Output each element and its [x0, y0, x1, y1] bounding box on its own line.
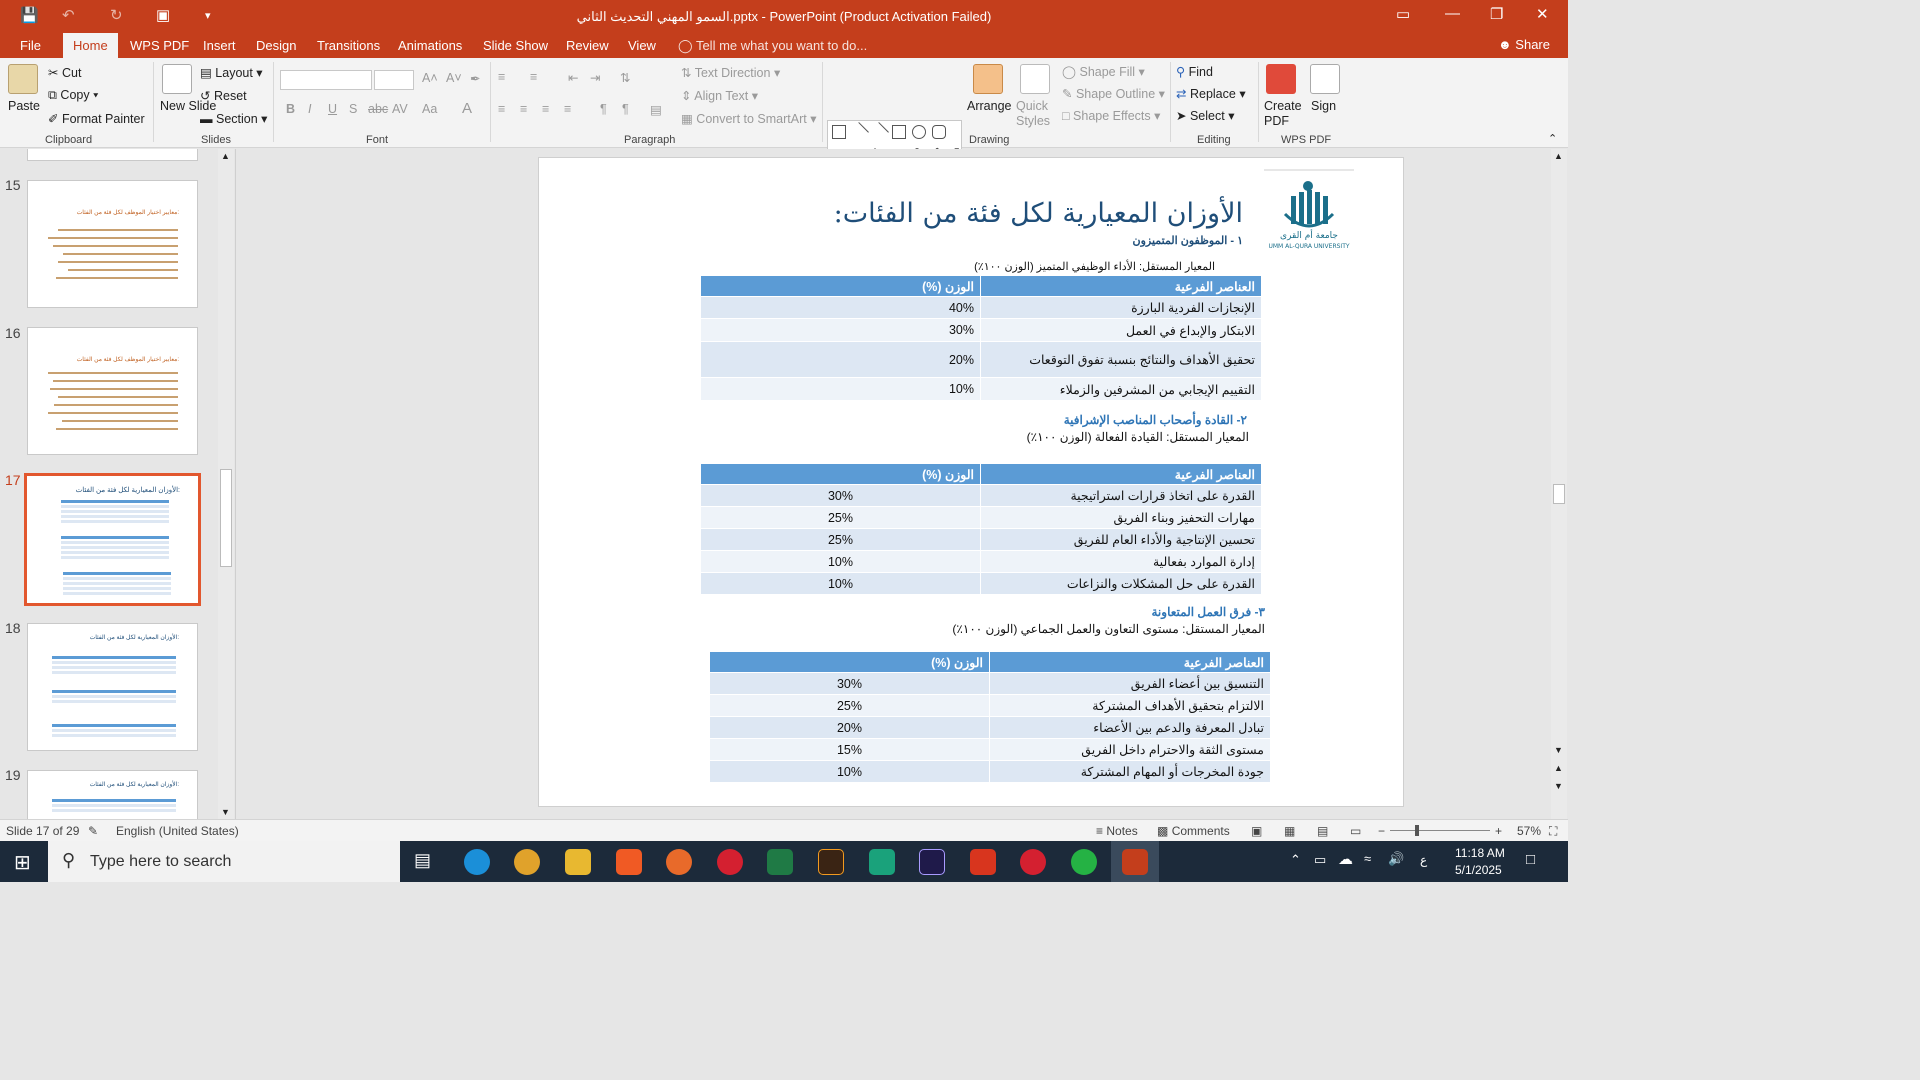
thumbnail-table-row [63, 582, 171, 585]
align-text-icon: ⇕ [681, 89, 692, 103]
numbering-icon[interactable]: ≡ [530, 70, 538, 84]
table-cell: القدرة على حل المشكلات والنزاعات [981, 573, 1262, 595]
tell-me-search[interactable]: ◯ Tell me what you want to do... [678, 38, 868, 53]
thumbnail-table-row [61, 556, 169, 559]
thumbnail-text-line [53, 380, 178, 382]
thumbnail-text-line [58, 261, 178, 263]
slide-thumbnail-19[interactable] [27, 770, 198, 819]
section-button[interactable]: ▬ Section ▾ [200, 112, 268, 126]
section3-table[interactable] [709, 651, 1271, 783]
copy-icon: ⧉ [48, 88, 57, 102]
font-color-icon[interactable]: A [462, 100, 473, 117]
thumbnail-table-row [52, 695, 176, 698]
bold-icon[interactable]: B [286, 102, 296, 116]
separator [153, 62, 154, 142]
rectangle-shape-icon[interactable] [892, 125, 906, 139]
thumbnail-table-header [52, 690, 176, 693]
zoom-out-icon[interactable]: − [1378, 824, 1386, 838]
thumbnail-table-row [63, 577, 171, 580]
table-cell: مهارات التحفيز وبناء الفريق [981, 507, 1262, 529]
battery-icon[interactable]: ▭ [1314, 852, 1327, 867]
scroll-down-icon[interactable]: ▼ [221, 807, 230, 817]
group-label-slides: Slides [201, 134, 231, 146]
table-cell: جودة المخرجات أو المهام المشتركة [990, 761, 1271, 783]
task-view-icon[interactable]: ▤ [414, 850, 432, 870]
save-icon[interactable]: 💾 [20, 7, 39, 24]
taskbar-search[interactable] [48, 841, 400, 882]
line-shape-icon[interactable] [849, 122, 869, 142]
thumbnail-text-line [58, 229, 178, 231]
thumbnail-text-line [63, 253, 178, 255]
table-header: العناصر الفرعية [981, 276, 1262, 297]
select-button[interactable]: ➤ Select ▾ [1176, 109, 1235, 123]
table-cell: 10% [710, 761, 990, 783]
thumbnail-text-line [48, 412, 178, 414]
brave-icon[interactable] [616, 849, 642, 875]
windows-start-icon[interactable]: ⊞ [14, 852, 31, 874]
thumbnail-table-row [52, 661, 176, 664]
text-direction-icon: ⇅ [681, 66, 692, 80]
smartart-icon: ▦ [681, 112, 693, 126]
title-bar [0, 0, 1568, 33]
section1-heading[interactable]: ١ - الموظفون المتميزون [1132, 235, 1243, 247]
quick-styles-icon[interactable] [1020, 64, 1050, 94]
table-cell: التنسيق بين أعضاء الفريق [990, 673, 1271, 695]
tab-home[interactable]: Home [63, 33, 118, 58]
thumbnail-text-line [48, 372, 178, 374]
slide-canvas[interactable] [538, 157, 1404, 807]
table-row [710, 761, 1271, 783]
volume-icon[interactable]: 🔊 [1388, 851, 1405, 866]
align-right-icon[interactable]: ≡ [542, 102, 550, 116]
thumbnail-table-row [52, 734, 176, 737]
table-cell: الإنجازات الفردية البارزة [981, 297, 1262, 319]
collapse-ribbon-icon[interactable]: ⌃ [1548, 133, 1558, 145]
logo-arabic-text: جامعة أم القرى [1280, 231, 1338, 241]
new-slide-button[interactable]: New Slide [160, 99, 217, 113]
cursor-icon: ➤ [1176, 109, 1187, 123]
sign-button[interactable]: Sign [1311, 99, 1337, 113]
thumbnail-table-row [52, 809, 176, 812]
close-button[interactable]: ✕ [1536, 6, 1549, 23]
tab-file[interactable]: File [20, 38, 41, 53]
clock-date[interactable]: 5/1/2025 [1455, 863, 1502, 877]
slide-number: 16 [5, 325, 21, 341]
table-cell: 40% [701, 297, 981, 319]
table-cell: 25% [701, 507, 981, 529]
slide-thumbnail-15[interactable] [27, 180, 198, 308]
thumbnail-text-line [48, 237, 178, 239]
shadow-icon[interactable]: S [349, 102, 358, 116]
section2-table[interactable] [700, 463, 1262, 595]
thumbnail-text-line [50, 388, 178, 390]
section2-heading[interactable]: ٢- القادة وأصحاب المناصب الإشرافية [1063, 413, 1247, 427]
copy-button[interactable]: ⧉ Copy ▾ [48, 88, 99, 102]
tab-animations[interactable]: Animations [398, 38, 463, 53]
table-header: الوزن (%) [710, 652, 990, 673]
slide-sorter-icon[interactable]: ▦ [1284, 824, 1296, 838]
thumbnail-text-line [68, 269, 178, 271]
change-case-icon[interactable]: Aa [422, 102, 438, 116]
shrink-font-icon[interactable]: A˅ [446, 71, 462, 85]
table-header: الوزن (%) [701, 276, 981, 297]
thumbnail-table-header [63, 572, 171, 575]
slide-scrollbar[interactable] [1551, 149, 1567, 819]
shape-effects-button[interactable]: □ Shape Effects ▾ [1062, 109, 1161, 123]
group-label-editing: Editing [1197, 134, 1231, 146]
thumbnail-title: الأوزان المعيارية لكل فئة من الفئات: [89, 782, 179, 788]
table-cell: 20% [710, 717, 990, 739]
thumbnail-table-row [61, 515, 169, 518]
zoom-level[interactable]: 57% [1517, 824, 1542, 838]
table-cell: الابتكار والإبداع في العمل [981, 319, 1262, 342]
table-row [701, 297, 1262, 319]
strikethrough-icon[interactable]: abc [368, 102, 389, 116]
thumbnail-table-row [52, 729, 176, 732]
thumbnail-table-row [61, 505, 169, 508]
char-spacing-icon[interactable]: AV [392, 102, 408, 116]
language-indicator[interactable]: English (United States) [116, 824, 239, 838]
tab-wps-pdf[interactable]: WPS PDF [130, 38, 190, 53]
table-header: الوزن (%) [701, 464, 981, 485]
thumbnail-table-row [52, 804, 176, 807]
format-painter-button[interactable]: ✐ Format Painter [48, 112, 145, 126]
section1-table[interactable] [700, 275, 1262, 401]
table-cell: 10% [701, 551, 981, 573]
reading-view-icon[interactable]: ▤ [1317, 824, 1329, 838]
search-icon: ⚲ [1176, 65, 1186, 79]
notes-icon: ≡ [1096, 824, 1104, 838]
table-cell: 15% [710, 739, 990, 761]
table-cell: 30% [710, 673, 990, 695]
thumbnail-table-row [63, 587, 171, 590]
after-effects-icon[interactable] [919, 849, 945, 875]
section2-criterion[interactable]: المعيار المستقل: القيادة الفعالة (الوزن ١٠٠٪) [1026, 430, 1249, 444]
search-icon: ⚲ [62, 850, 76, 870]
thumbnail-text-line [58, 396, 178, 398]
scroll-down-icon[interactable]: ▼ [1554, 745, 1563, 755]
search-placeholder: Type here to search [90, 853, 232, 870]
separator [1170, 62, 1171, 142]
group-label-clipboard: Clipboard [45, 134, 93, 146]
illustrator-icon[interactable] [818, 849, 844, 875]
maximize-button[interactable]: ❐ [1490, 6, 1504, 23]
previous-slide-icon[interactable]: ▲ [1554, 763, 1563, 773]
ribbon-display-icon[interactable]: ▭ [1396, 6, 1411, 23]
slide-thumbnail-14[interactable] [27, 149, 198, 161]
slide-number: 19 [5, 767, 21, 783]
tab-transitions[interactable]: Transitions [317, 38, 381, 53]
section3-criterion[interactable]: المعيار المستقل: مستوى التعاون والعمل الجماعي (الوزن ١٠٠٪) [952, 622, 1265, 636]
group-label-wps-pdf: WPS PDF [1281, 134, 1332, 146]
group-label-paragraph: Paragraph [624, 134, 676, 146]
pen-icon: ✎ [1062, 87, 1073, 101]
table-cell: 20% [701, 342, 981, 378]
quick-styles-button[interactable]: Quick Styles [1016, 99, 1051, 128]
table-row [701, 319, 1262, 342]
layout-button[interactable]: ▤ Layout ▾ [200, 66, 263, 80]
rtl-icon[interactable]: ¶ [622, 102, 629, 116]
thumbnail-title: الأوزان المعيارية لكل فئة من الفئات: [75, 487, 180, 494]
thumbnail-title: معايير اختيار الموظف لكل فئة من الفئات: [76, 357, 179, 363]
table-header: العناصر الفرعية [981, 464, 1262, 485]
table-row [701, 529, 1262, 551]
zoom-slider-thumb[interactable] [1415, 825, 1419, 836]
slide-thumbnail-17-selected[interactable] [24, 473, 201, 606]
pdf-icon[interactable] [1266, 64, 1296, 94]
italic-icon[interactable]: I [308, 102, 312, 116]
tab-view[interactable]: View [628, 38, 656, 53]
powerpoint-icon [1122, 849, 1148, 875]
pinterest-icon[interactable] [717, 849, 743, 875]
lightbulb-icon: ◯ [678, 38, 693, 53]
oval-shape-icon[interactable] [912, 125, 926, 139]
thumbnail-table-row [61, 520, 169, 523]
start-slideshow-icon[interactable]: ▣ [156, 7, 171, 24]
slide-thumbnail-18[interactable] [27, 623, 198, 751]
new-slide-icon[interactable] [162, 64, 192, 94]
table-row [710, 695, 1271, 717]
customize-toolbar-icon[interactable]: ▾ [205, 10, 211, 22]
wifi-icon[interactable]: ≈ [1364, 851, 1372, 866]
thumbnail-text-line [53, 245, 178, 247]
table-cell: تبادل المعرفة والدعم بين الأعضاء [990, 717, 1271, 739]
arrange-icon[interactable] [973, 64, 1003, 94]
tab-design[interactable]: Design [256, 38, 297, 53]
cloud-icon[interactable]: ☁ [1338, 851, 1353, 868]
replace-button[interactable]: ⇄ Replace ▾ [1176, 87, 1246, 101]
grow-font-icon[interactable]: A˄ [422, 71, 438, 85]
clear-format-icon[interactable]: ✒ [470, 72, 481, 86]
paint-bucket-icon: ◯ [1062, 65, 1076, 79]
thumbnail-text-line [54, 404, 178, 406]
slide-thumbnail-16[interactable] [27, 327, 198, 455]
slideshow-view-icon[interactable]: ▭ [1350, 824, 1362, 838]
thumbnail-table-row [61, 551, 169, 554]
pen-app-icon[interactable] [869, 849, 895, 875]
slide-counter: Slide 17 of 29 [6, 824, 80, 838]
convert-smartart-button[interactable]: ▦ Convert to SmartArt ▾ [681, 112, 817, 126]
thumbnail-table-header [61, 500, 169, 503]
separator [490, 62, 491, 142]
justify-icon[interactable]: ≡ [564, 102, 572, 116]
textbox-shape-icon[interactable] [832, 125, 846, 139]
thumbnail-text-line [56, 428, 178, 430]
scroll-up-icon[interactable]: ▲ [1554, 151, 1563, 161]
table-header: العناصر الفرعية [990, 652, 1271, 673]
separator [273, 62, 274, 142]
thumbnail-table-row [52, 666, 176, 669]
table-cell: 30% [701, 485, 981, 507]
spellcheck-icon[interactable]: ✎ [88, 824, 99, 838]
table-cell: تحسين الإنتاجية والأداء العام للفريق [981, 529, 1262, 551]
input-language[interactable]: ع [1420, 853, 1428, 867]
ribbon [0, 58, 1568, 148]
share-button[interactable]: ☻ Share [1497, 37, 1550, 52]
edge-icon[interactable] [464, 849, 490, 875]
slide-number: 18 [5, 620, 21, 636]
comment-icon: ▩ [1157, 824, 1169, 838]
arrange-button[interactable]: Arrange [967, 99, 1012, 113]
reset-button[interactable]: ↺ Reset [200, 89, 247, 103]
bullets-icon[interactable]: ≡ [498, 70, 506, 84]
align-center-icon[interactable]: ≡ [520, 102, 528, 116]
separator [822, 62, 823, 142]
find-button[interactable]: ⚲ Find [1176, 65, 1213, 79]
underline-icon[interactable]: U [328, 102, 338, 116]
rounded-rect-shape-icon[interactable] [932, 125, 946, 139]
table-row [710, 717, 1271, 739]
pinterest-icon-2[interactable] [1020, 849, 1046, 875]
create-pdf-button[interactable]: Create PDF [1264, 99, 1302, 128]
next-slide-icon[interactable]: ▼ [1554, 781, 1563, 791]
window-title: السمو المهني التحديث الثاني.pptx - PowerPoint (Product Activation Failed) [576, 9, 992, 24]
table-row [710, 739, 1271, 761]
thumbnail-table-row [61, 541, 169, 544]
university-logo [1261, 168, 1357, 250]
reset-icon: ↺ [200, 89, 211, 103]
thumbnail-table-header [52, 799, 176, 802]
layout-icon: ▤ [200, 66, 212, 80]
table-cell: 10% [701, 378, 981, 401]
thumbnail-table-header [52, 724, 176, 727]
person-icon: ☻ [1497, 37, 1512, 52]
slide-editing-area [238, 149, 1548, 819]
thumbnail-table-row [63, 592, 171, 595]
table-row [701, 573, 1262, 595]
table-row [701, 551, 1262, 573]
table-cell: 10% [701, 573, 981, 595]
firefox-icon[interactable] [666, 849, 692, 875]
thumbnail-text-line [56, 277, 178, 279]
windows-taskbar [0, 841, 1568, 882]
thumbnails-scrollbar[interactable] [218, 149, 234, 819]
thumbnail-table-row [52, 671, 176, 674]
file-explorer-icon[interactable] [565, 849, 591, 875]
align-text-button[interactable]: ⇕ Align Text ▾ [681, 89, 758, 103]
zoom-in-icon[interactable]: + [1495, 824, 1503, 838]
slide-thumbnails-pane [0, 149, 236, 819]
slide-number-active: 17 [5, 472, 21, 488]
thumbnail-title: الأوزان المعيارية لكل فئة من الفئات: [89, 635, 179, 641]
paste-button[interactable]: Paste [8, 99, 40, 113]
shape-outline-button[interactable]: ✎ Shape Outline ▾ [1062, 87, 1165, 101]
table-cell: تحقيق الأهداف والنتائج بنسبة تفوق التوقعات [981, 342, 1262, 378]
table-cell: مستوى الثقة والاحترام داخل الفريق [990, 739, 1271, 761]
table-cell: التقييم الإيجابي من المشرفين والزملاء [981, 378, 1262, 401]
logo-english-text: UMM AL-QURA UNIVERSITY [1268, 243, 1350, 250]
table-row [710, 673, 1271, 695]
arrow-shape-icon[interactable] [869, 122, 889, 142]
section-icon: ▬ [200, 112, 213, 126]
table-cell: القدرة على اتخاذ قرارات استراتيجية [981, 485, 1262, 507]
thumbnail-text-line [62, 420, 178, 422]
decrease-indent-icon[interactable]: ⇤ [568, 71, 579, 85]
group-label-drawing: Drawing [969, 134, 1010, 146]
ribbon-tabs [0, 33, 1568, 58]
align-left-icon[interactable]: ≡ [498, 102, 506, 116]
table-cell: 30% [701, 319, 981, 342]
table-cell: الالتزام بتحقيق الأهداف المشتركة [990, 695, 1271, 717]
text-direction-button[interactable]: ⇅ Text Direction ▾ [681, 66, 781, 80]
columns-icon[interactable]: ▤ [650, 103, 662, 117]
thumbnail-title: معايير اختيار الموظف لكل فئة من الفئات: [76, 210, 179, 216]
excel-icon[interactable] [767, 849, 793, 875]
chrome-icon[interactable] [514, 849, 540, 875]
undo-icon[interactable]: ↶ [62, 7, 75, 24]
normal-view-icon[interactable]: ▣ [1251, 824, 1263, 838]
table-row [701, 342, 1262, 378]
paste-icon[interactable] [8, 64, 38, 94]
group-label-font: Font [366, 134, 389, 146]
effects-icon: □ [1062, 109, 1070, 123]
thumbnail-table-header [52, 656, 176, 659]
thumbnail-table-header [61, 536, 169, 539]
table-cell: 25% [710, 695, 990, 717]
slide-number: 15 [5, 177, 21, 193]
fit-slide-icon[interactable]: ⛶ [1549, 824, 1558, 838]
whatsapp-icon[interactable] [1071, 849, 1097, 875]
replace-icon: ⇄ [1176, 87, 1187, 101]
slide-title[interactable]: الأوزان المعيارية لكل فئة من الفئات: [833, 198, 1243, 229]
table-row [701, 485, 1262, 507]
font-size-box[interactable] [374, 70, 414, 90]
brush-icon: ✐ [48, 112, 59, 126]
comments-button[interactable]: ▩ Comments [1157, 824, 1230, 838]
shape-fill-button[interactable]: ◯ Shape Fill ▾ [1062, 65, 1145, 79]
sign-icon[interactable] [1310, 64, 1340, 94]
scissors-icon: ✂ [48, 66, 59, 80]
redo-icon[interactable]: ↻ [110, 7, 123, 24]
section3-heading[interactable]: ٣- فرق العمل المتعاونة [1151, 605, 1265, 619]
separator [1258, 62, 1259, 142]
zoom-slider[interactable] [1390, 830, 1490, 831]
scroll-thumb[interactable] [1553, 484, 1565, 504]
table-row [701, 378, 1262, 401]
table-cell: إدارة الموارد بفعالية [981, 551, 1262, 573]
notes-button[interactable]: ≡ Notes [1096, 824, 1138, 838]
tab-review[interactable]: Review [566, 38, 609, 53]
notification-center-icon[interactable]: □ [1526, 851, 1536, 868]
scroll-up-icon[interactable]: ▲ [221, 151, 230, 161]
font-name-box[interactable] [280, 70, 372, 90]
cut-button[interactable]: ✂ Cut [48, 66, 82, 80]
scroll-thumb[interactable] [220, 469, 232, 567]
thumbnail-table-row [61, 546, 169, 549]
increase-indent-icon[interactable]: ⇥ [590, 71, 601, 85]
tab-slide-show[interactable]: Slide Show [483, 38, 549, 53]
minimize-button[interactable]: — [1445, 5, 1460, 22]
status-bar [0, 819, 1568, 841]
thumbnail-table-row [52, 700, 176, 703]
show-hidden-icons[interactable]: ⌃ [1290, 852, 1301, 867]
table-cell: 25% [701, 529, 981, 551]
section1-criterion[interactable]: المعيار المستقل: الأداء الوظيفي المتميز (الوزن ١٠٠٪) [974, 261, 1215, 273]
tab-insert[interactable]: Insert [203, 38, 236, 53]
thumbnail-table-row [61, 510, 169, 513]
clock-time[interactable]: 11:18 AM [1455, 846, 1505, 860]
powerpoint-taskbar-button[interactable] [1111, 841, 1159, 882]
table-row [701, 507, 1262, 529]
line-spacing-icon[interactable]: ⇅ [620, 71, 631, 85]
ltr-icon[interactable]: ¶ [600, 102, 607, 116]
wps-office-icon[interactable] [970, 849, 996, 875]
